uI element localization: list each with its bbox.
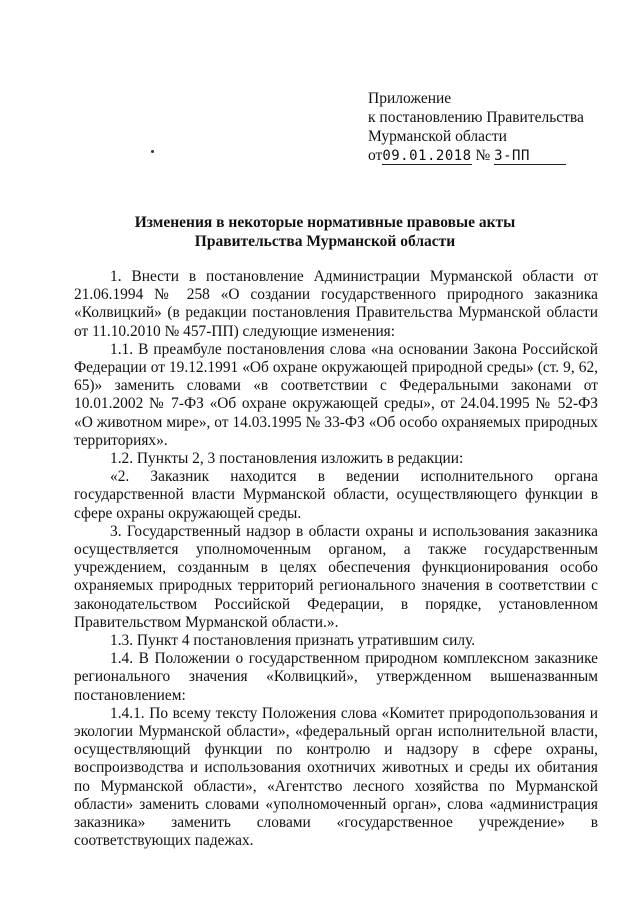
appendix-date-line: [368, 146, 618, 165]
paragraph-1-4: 1.4. В Положении о государственном природном комплексном заказнике регионального значения «Колвицкий», утвержденном вышеназванным постановлением:: [74, 650, 598, 704]
appendix-line-3: Мурманской области: [368, 128, 507, 145]
appendix-line-1: Приложение: [368, 90, 452, 107]
paragraph-quote-3: 3. Государственный надзор в области охраны и использования заказника осуществляется уполномоченным органом, а также государственным учреждением, созданным в целях обеспечения функционирования особо охраняемых природных территорий регионального значения в соответствии с законодательством Российской Федерации, в порядке, установленном Правительством Мурманской области.».: [74, 522, 598, 631]
appendix-block: [368, 89, 618, 165]
document-title: [100, 213, 550, 251]
paragraph-1: 1. Внести в постановление Администрации Мурманской области от 21.06.1994 № 258 «О создании государственного природного заказника «Колвицкий» (в редакции постановления Правительства Мурманской области от 11.10.2010 № 457-ПП) следующие изменения:: [74, 268, 598, 340]
appendix-line-2: к постановлению Правительства: [368, 109, 584, 126]
paragraph-quote-2: «2. Заказник находится в ведении исполнительного органа государственной власти Мурманской области, осуществляющего функции в сфере охраны окружающей среды.: [74, 468, 598, 522]
paragraph-1-1: 1.1. В преамбуле постановления слова «на основании Закона Российской Федерации от 19.12.1991 «Об охране окружающей природной среды» (ст. 9, 62, 65)» заменить словами «в соответствии с Федеральными законами от 10.01.2002 № 7-ФЗ «Об охране окружающей среды», от 24.04.1995 № 52-ФЗ «О животном мире», от 14.03.1995 № 33-ФЗ «Об особо охраняемых природных территориях».: [74, 340, 598, 449]
date-prefix: от: [368, 147, 383, 164]
paragraph-1-4-1: 1.4.1. По всему тексту Положения слова «Комитет природопользования и экологии Мурманской области», «федеральный орган исполнительной власти, осуществляющий функции по контролю и надзору в сфере охраны, воспроизводства и использования охотничих животных и среды их обитания по Мурманской области», «Агентство лесного хозяйства по Мурманской области» заменить словами «уполномоченный орган», слова «администрация заказника» заменить словами «государственное учреждение» в соответствующих падежах.: [74, 704, 598, 850]
paragraph-1-2: 1.2. Пункты 2, 3 постановления изложить в редакции:: [110, 450, 464, 468]
number-prefix: №: [475, 147, 491, 164]
scan-speck: [151, 150, 154, 153]
document-body: [74, 268, 598, 851]
resolution-date: 09.01.2018: [382, 148, 472, 164]
title-line-1: Изменения в некоторые нормативные правовые акты: [134, 214, 516, 231]
paragraph-1-3: 1.3. Пункт 4 постановления признать утратившим силу.: [110, 632, 476, 650]
resolution-number: 3-ПП: [494, 148, 566, 165]
title-line-2: Правительства Мурманской области: [194, 233, 456, 250]
